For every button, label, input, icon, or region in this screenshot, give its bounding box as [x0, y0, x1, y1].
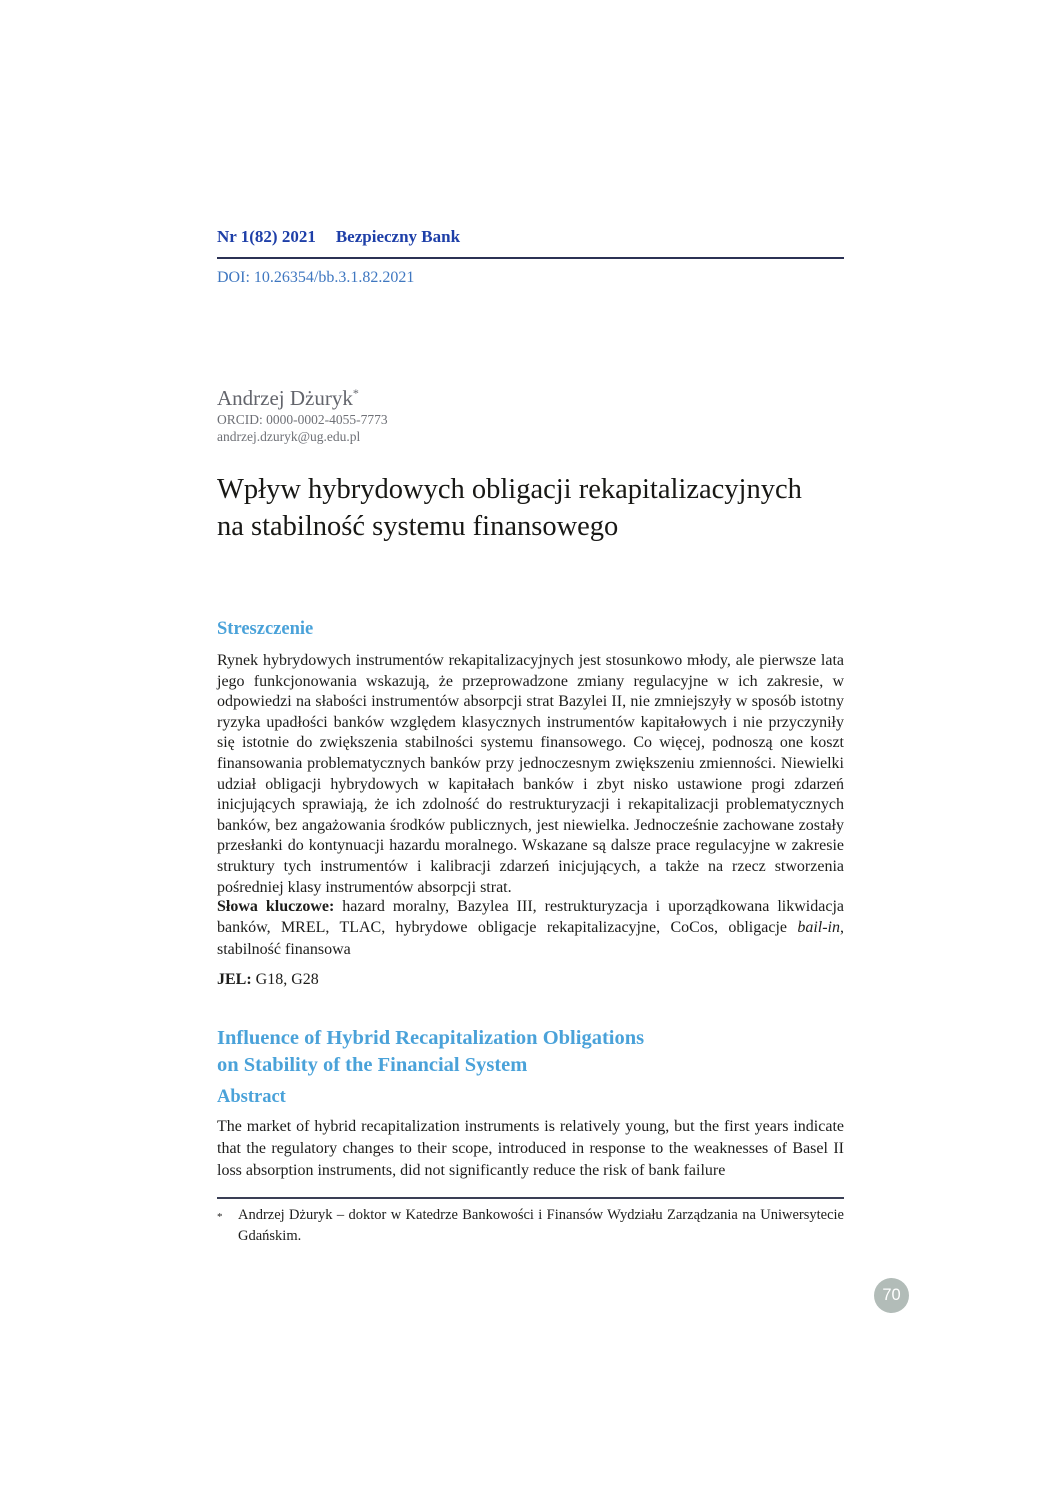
- author-footnote-marker: *: [352, 386, 359, 400]
- journal-issue: Nr 1(82) 2021: [217, 227, 316, 246]
- keywords-italic-term: bail-in: [797, 919, 840, 937]
- footnote-marker: *: [217, 1211, 223, 1223]
- footnote-text: Andrzej Dżuryk – doktor w Katedrze Bankowości i Finansów Wydziału Zarządzania na Uniwersytecie Gdańskim.: [238, 1207, 844, 1244]
- jel-label: JEL:: [217, 971, 252, 988]
- keywords-paragraph: [217, 896, 844, 960]
- keywords-label: Słowa kluczowe:: [217, 898, 335, 915]
- author-block: [217, 381, 844, 445]
- article-title-en: Influence of Hybrid Recapitalization Obligations on Stability of the Financial System: [217, 1027, 645, 1076]
- journal-name: Bezpieczny Bank: [335, 227, 461, 246]
- footnote: [217, 1205, 844, 1247]
- keywords-text-after: , stabilność finansowa: [217, 919, 844, 958]
- header-divider: [217, 257, 844, 259]
- author-orcid: ORCID: 0000-0002-4055-7773: [217, 412, 388, 427]
- section-heading-abstract: Abstract: [217, 1087, 286, 1107]
- article-title-pl: Wpływ hybrydowych obligacji rekapitalizacyjnych na stabilność systemu finansowego: [217, 474, 802, 542]
- section-heading-streszczenie: Streszczenie: [217, 619, 314, 639]
- jel-codes: [217, 971, 844, 989]
- author-name: Andrzej Dżuryk*: [217, 386, 359, 410]
- abstract-paragraph-pl: Rynek hybrydowych instrumentów rekapitalizacyjnych jest stosunkowo młody, ale pierwsze lata jego funkcjonowania wskazują, że przeprowadzone zmiany regulacyjne w ich zakresie, w odpowiedzi na słabości instrumentów absorpcji strat Bazylei II, nie zmniejszyły w sposób istotny ryzyka upadłości banków względem klasycznych instrumentów kapitałowych i nie przyczyniły się istotnie do zwiększenia stabilności systemu finansowego. Co więcej, podnoszą one koszt finansowania problematycznych banków przy jednoczesnym zwiększeniu zmienności. Niewielki udział obligacji hybrydowych w kapitałach banków i zbyt nisko ustawione progi zdarzeń inicjujących sprawiają, że ich zdolność do restrukturyzacji i rekapitalizacji problematycznych banków, bez angażowania środków publicznych, jest niewielka. Jednocześnie zachowane zostały przesłanki do kontynuacji hazardu moralnego. Wskazane są dalsze prace regulacyjne w zakresie struktury tych instrumentów i kalibracji zdarzeń inicjujących, a także na rzecz stworzenia pośredniej klasy instrumentów absorpcji strat.: [217, 652, 844, 896]
- jel-values: G18, G28: [251, 971, 319, 988]
- doi-link[interactable]: DOI: 10.26354/bb.3.1.82.2021: [217, 269, 415, 286]
- keywords-text: hazard moralny, Bazylea III, restrukturyzacja i uporządkowana likwidacja banków, MREL, TLAC, hybrydowe obligacje rekapitalizacyjne, CoCos, obligacje: [217, 898, 844, 937]
- author-email: andrzej.dzuryk@ug.edu.pl: [217, 429, 361, 444]
- page-number-badge: 70: [874, 1278, 909, 1313]
- footnote-divider: [217, 1197, 844, 1199]
- journal-header: [217, 227, 844, 247]
- abstract-paragraph-en: The market of hybrid recapitalization instruments is relatively young, but the first years indicate that the regulatory changes to their scope, introduced in response to the weaknesses of Basel II loss absorption instruments, did not significantly reduce the risk of bank failure: [217, 1118, 844, 1179]
